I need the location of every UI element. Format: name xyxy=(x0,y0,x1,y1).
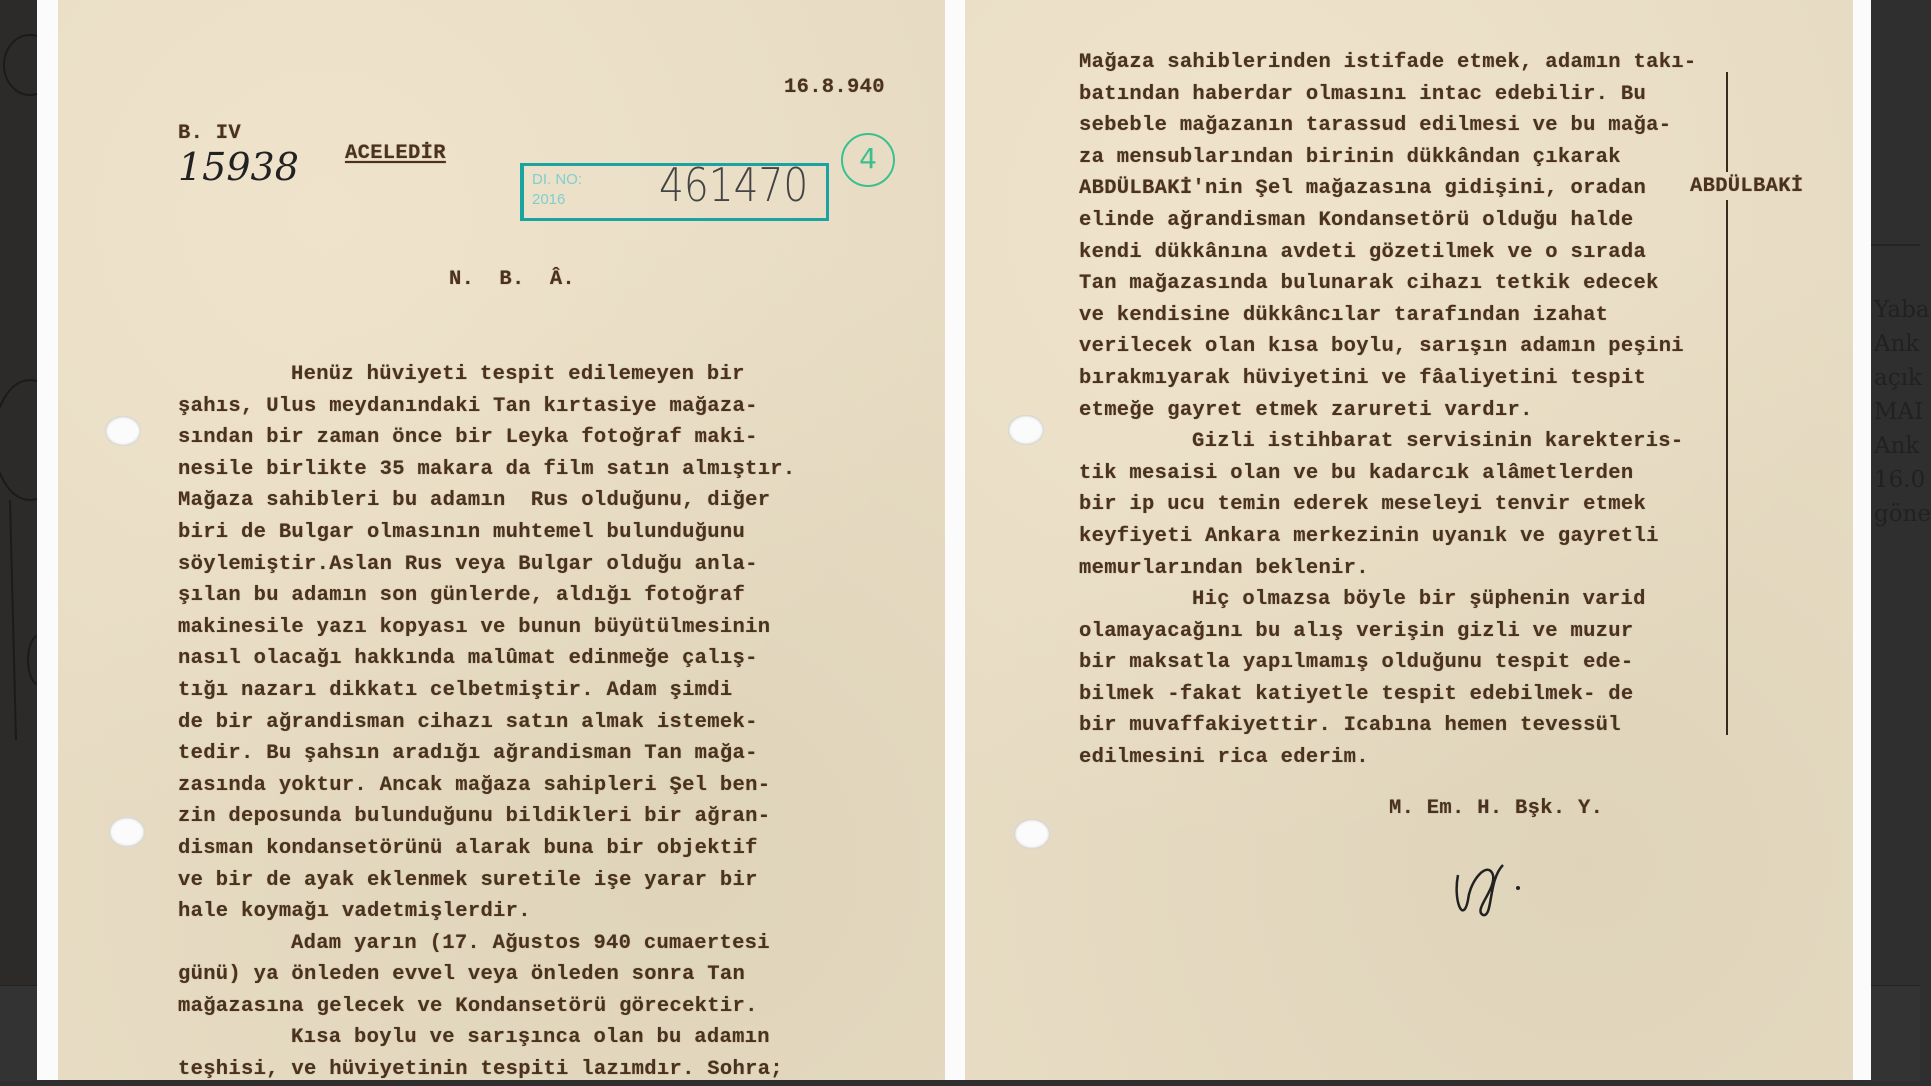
text-line: etmeğe gayret etmek zarureti vardır. xyxy=(1079,398,1533,422)
text-line: bir maksatla yapılmamış olduğunu tespit ede- xyxy=(1079,651,1634,675)
text-line: Mağaza sahiblerinden istifade etmek, adamın takı- xyxy=(1079,51,1697,74)
addressee: N. B. Â. xyxy=(449,268,576,291)
text-line: edilmesini rica ederim. xyxy=(1079,746,1369,770)
punch-hole xyxy=(109,817,145,847)
text-line: Mağaza sahibleri bu adamın Rus olduğunu, diğer xyxy=(178,489,771,513)
text-line: keyfiyeti Ankara merkezinin uyanık ve gayretli xyxy=(1079,524,1659,548)
text-line: Adam yarın (17. Ağustos 940 cumaertesi xyxy=(291,931,770,955)
left-page-body xyxy=(178,359,796,1086)
text-line: makinesile yazı kopyası ve bunun büyütülmesinin xyxy=(178,615,771,639)
text-line: batından haberdar olmasını intac edebilir. Bu xyxy=(1079,82,1647,106)
margin-rule xyxy=(1726,72,1728,172)
signature-title: M. Em. H. Bşk. Y. xyxy=(1389,797,1604,820)
text-line: elinde ağrandisman Kondansetörü olduğu halde xyxy=(1079,208,1634,232)
document-date: 16.8.940 xyxy=(784,76,885,99)
text-line: tedir. Bu şahsın aradığı ağrandisman Tan mağa- xyxy=(178,742,758,766)
text-line: mağazasına gelecek ve Kondansetörü görecektir. xyxy=(178,994,758,1018)
text-line: teşhisi, ve hüviyetinin tespiti lazımdır. Sohra; xyxy=(178,1058,783,1082)
text-line: de bir ağrandisman cihazı satın almak istemek- xyxy=(178,710,758,734)
side-panel-divider xyxy=(1871,244,1920,246)
text-line: şahıs, Ulus meydanındaki Tan kırtasiye mağaza- xyxy=(178,394,758,418)
text-line: ve bir de ayak eklenmek suretile işe yarar bir xyxy=(178,868,758,892)
text-line: bir ip ucu temin ederek meseleyi tenvir etmek xyxy=(1079,493,1647,517)
text-line: Tan mağazasında bulunarak cihazı tetkik edecek xyxy=(1079,272,1659,296)
text-line: tik mesaisi olan ve bu kadarcık alâmetlerden xyxy=(1079,461,1634,485)
text-line: bırakmıyarak hüviyetini ve fâaliyetini tespit xyxy=(1079,366,1647,390)
text-line: memurlarından beklenir. xyxy=(1079,556,1369,580)
margin-note: ABDÜLBAKİ xyxy=(1690,175,1804,198)
text-line: kendi dükkânına avdeti gözetilmek ve o sırada xyxy=(1079,240,1647,264)
preview-sketch-icon xyxy=(0,0,37,985)
text-line: hale koymağı vadetmişlerdir. xyxy=(178,900,531,924)
text-line: zin deposunda bulunduğunu bildikleri bir ağran- xyxy=(178,805,771,829)
circled-page-number: 4 xyxy=(841,133,895,187)
handwritten-number: 15938 xyxy=(178,145,299,189)
page-margin xyxy=(37,0,58,1080)
text-line: bir muvaffakiyettir. Icabına hemen tevessül xyxy=(1079,714,1621,738)
document-reference: B. IV xyxy=(178,122,242,145)
info-side-panel[interactable] xyxy=(1871,0,1920,1080)
punch-hole xyxy=(1014,819,1050,849)
text-line: sebeble mağazanın tarassud edilmesi ve bu mağa- xyxy=(1079,114,1672,138)
handwritten-signature xyxy=(1448,850,1538,925)
text-line: Kısa boylu ve sarışınca olan bu adamın xyxy=(291,1026,770,1050)
text-line: tığı nazarı dikkatı celbetmiştir. Adam şimdi xyxy=(178,678,733,702)
text-line: sından bir zaman önce bir Leyka fotoğraf maki- xyxy=(178,426,758,450)
text-line: Hiç olmazsa böyle bir şüphenin varid xyxy=(1192,588,1646,612)
text-line: bilmek -fakat katiyetle tespit edebilmek- de xyxy=(1079,682,1634,706)
page-margin xyxy=(1853,0,1871,1080)
text-line: şılan bu adamın son günlerde, aldığı fotoğraf xyxy=(178,584,746,608)
text-line: biri de Bulgar olmasının muhtemel bulunduğunu xyxy=(178,520,746,544)
viewer-bottom-bar-right xyxy=(1871,985,1920,1081)
archive-stamp xyxy=(520,158,829,221)
text-line: nesile birlikte 35 makara da film satın almıştır. xyxy=(178,457,796,481)
viewer-bottom-bar-left xyxy=(0,985,37,1081)
punch-hole xyxy=(105,416,141,446)
text-line: günü) ya önleden evvel veya önleden sonra Tan xyxy=(178,963,746,987)
punch-hole xyxy=(1008,415,1044,445)
text-line: ABDÜLBAKİ'nin Şel mağazasına gidişini, oradan xyxy=(1079,177,1647,201)
text-line: söylemiştir.Aslan Rus veya Bulgar olduğu anla- xyxy=(178,552,758,576)
page-gutter xyxy=(945,0,965,1080)
urgency-label: ACELEDİR xyxy=(345,142,446,165)
stamp-label: DI. NO: 2016 xyxy=(532,171,583,208)
text-line: olamayacağını bu alış verişin gizli ve muzur xyxy=(1079,619,1634,643)
text-line: Henüz hüviyeti tespit edilemeyen bir xyxy=(291,363,745,386)
side-panel-text: Yaba Ank açık MAI Ank 16.0 göne xyxy=(1874,297,1931,527)
right-page-body xyxy=(1079,47,1697,774)
text-line: verilecek olan kısa boylu, sarışın adamın peşini xyxy=(1079,335,1684,359)
text-line: Gizli istihbarat servisinin karekteris- xyxy=(1192,430,1684,454)
text-line: za mensublarından birinin dükkândan çıkarak xyxy=(1079,145,1621,169)
previous-page-preview[interactable] xyxy=(0,0,37,985)
text-line: disman kondansetörünü alarak buna bir objektif xyxy=(178,836,758,860)
margin-rule xyxy=(1726,200,1728,735)
text-line: ve kendisine dükkâncılar tarafından izahat xyxy=(1079,303,1609,327)
stamp-number: 461470 xyxy=(659,158,809,212)
text-line: nasıl olacağı hakkında malûmat edinmeğe çalış- xyxy=(178,647,758,671)
text-line: zasında yoktur. Ancak mağaza sahipleri Şel ben- xyxy=(178,773,771,797)
